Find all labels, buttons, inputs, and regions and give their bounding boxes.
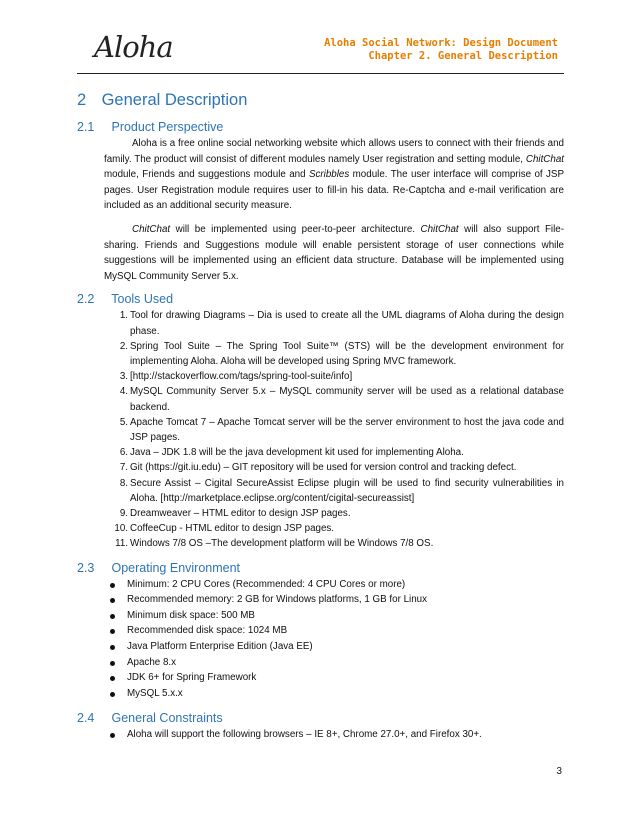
text-run: will also support File-sharing. Friends and Suggestions module will enable persistent storage of user connections while suggestions will be implemented using an efficient data structure. Database will be implemented using MySQL Community Server 5.x. xyxy=(104,223,564,282)
list-item xyxy=(127,608,564,624)
section-heading xyxy=(77,91,564,110)
bullet-icon xyxy=(110,614,115,619)
list-text: Recommended disk space: 1024 MB xyxy=(127,625,288,637)
list-number: 3. xyxy=(119,371,128,383)
list-number: 9. xyxy=(119,507,128,519)
list-number: 10. xyxy=(114,523,128,535)
section-number: 2 xyxy=(77,91,87,109)
subsection-title: General Constraints xyxy=(111,711,223,726)
list-number: 6. xyxy=(119,447,128,459)
list-item xyxy=(119,308,564,338)
list-text: Minimum: 2 CPU Cores (Recommended: 4 CPU Cores or more) xyxy=(127,578,406,590)
subsection-title: Operating Environment xyxy=(111,560,241,575)
bullet-icon xyxy=(110,676,115,681)
list-item xyxy=(119,506,564,521)
tools-list xyxy=(77,308,564,551)
list-text: MySQL Community Server 5.x – MySQL community server will be used as a relational database backend. xyxy=(130,386,564,413)
bullet-icon xyxy=(110,629,115,634)
bullet-icon xyxy=(110,598,115,603)
list-item xyxy=(127,592,564,608)
list-item xyxy=(127,639,564,655)
list-item xyxy=(127,577,564,593)
list-item xyxy=(119,339,564,369)
running-header xyxy=(324,37,558,63)
bullet-icon xyxy=(110,645,115,650)
list-item xyxy=(119,476,564,506)
subsection-heading-tools-used xyxy=(77,292,564,306)
header-rule xyxy=(77,73,564,74)
list-text: Java – JDK 1.8 will be the java development kit used for implementing Aloha. xyxy=(130,447,464,459)
list-item xyxy=(127,655,564,671)
list-text: Spring Tool Suite – The Spring Tool Suite™ (STS) will be the development environment for implementing Aloha. Aloha will be developed using Spring MVC framework. xyxy=(130,340,564,367)
list-item xyxy=(119,415,564,445)
list-item xyxy=(127,623,564,639)
subsection-number: 2.1 xyxy=(77,120,95,134)
chapter-title: Chapter 2. General Description xyxy=(368,50,558,62)
list-text: Minimum disk space: 500 MB xyxy=(127,609,255,621)
list-item xyxy=(119,460,564,475)
list-text: JDK 6+ for Spring Framework xyxy=(127,672,257,684)
subsection-heading-general-constraints xyxy=(77,711,564,725)
list-text: [http://stackoverflow.com/tags/spring-tool-suite/info] xyxy=(130,371,353,383)
subsection-number: 2.4 xyxy=(77,711,95,726)
bullet-icon xyxy=(110,692,115,697)
text-run-italic: ChitChat xyxy=(132,223,171,235)
list-number: 2. xyxy=(119,340,128,352)
list-item xyxy=(119,384,564,414)
environment-list xyxy=(77,577,564,702)
subsection-heading-operating-environment xyxy=(77,561,564,575)
subsection-heading-product-perspective xyxy=(77,120,564,134)
list-number: 11. xyxy=(115,538,128,550)
section-title: General Description xyxy=(101,91,248,109)
list-text: Windows 7/8 OS –The development platform will be Windows 7/8 OS. xyxy=(130,538,434,550)
list-text: Git (https://git.iu.edu) – GIT repository will be used for version control and tracking defect. xyxy=(130,462,517,474)
text-run-italic: Scribbles xyxy=(308,169,350,181)
list-text: Aloha will support the following browsers – IE 8+, Chrome 27.0+, and Firefox 30+. xyxy=(127,729,482,741)
paragraph-overview xyxy=(104,136,564,214)
text-run: will be implemented using peer-to-peer architecture. xyxy=(170,223,421,235)
bullet-icon xyxy=(110,733,115,738)
list-item xyxy=(127,686,564,702)
text-run: Aloha is a free online social networking website which allows users to connect with their friends and family. The product will consist of different modules namely User registration and setting module, xyxy=(104,138,564,165)
list-item xyxy=(114,521,564,536)
list-item xyxy=(127,727,564,743)
text-run: module, Friends and suggestions module and xyxy=(104,169,309,181)
list-text: Apache Tomcat 7 – Apache Tomcat server will be the server environment to host the java code and JSP pages. xyxy=(130,416,564,443)
constraints-list xyxy=(77,727,564,743)
list-number: 5. xyxy=(119,416,128,428)
text-run-italic: ChitChat xyxy=(420,223,459,235)
page-body xyxy=(77,88,564,753)
subsection-number: 2.3 xyxy=(77,560,95,575)
bullet-icon xyxy=(110,583,115,588)
page-number: 3 xyxy=(556,766,562,777)
list-text: Dreamweaver – HTML editor to design JSP pages. xyxy=(130,507,351,519)
paragraph-architecture xyxy=(104,222,564,284)
list-item xyxy=(119,369,564,384)
subsection-title: Tools Used xyxy=(111,292,174,307)
list-item xyxy=(127,670,564,686)
list-number: 1. xyxy=(119,310,128,322)
list-text: Java Platform Enterprise Edition (Java EE) xyxy=(127,640,313,652)
doc-title: Aloha Social Network: Design Document xyxy=(324,37,558,49)
bullet-icon xyxy=(110,661,115,666)
text-run-italic: ChitChat xyxy=(525,153,564,165)
list-item xyxy=(119,445,564,460)
subsection-number: 2.2 xyxy=(77,292,95,307)
list-text: Apache 8.x xyxy=(127,656,177,668)
aloha-logo: Aloha xyxy=(94,30,173,64)
list-text: Recommended memory: 2 GB for Windows platforms, 1 GB for Linux xyxy=(127,594,428,606)
list-text: Secure Assist – Cigital SecureAssist Eclipse plugin will be used to find security vulnerabilities in Aloha. [http://marketplace.eclipse.org/content/cigital-secureassist] xyxy=(130,477,564,504)
list-text: CoffeeCup - HTML editor to design JSP pages. xyxy=(130,523,335,535)
subsection-title: Product Perspective xyxy=(111,120,224,134)
list-number: 7. xyxy=(119,462,128,474)
list-item xyxy=(115,536,564,551)
list-text: Tool for drawing Diagrams – Dia is used to create all the UML diagrams of Aloha during the design phase. xyxy=(130,310,564,337)
list-number: 8. xyxy=(119,477,128,489)
list-text: MySQL 5.x.x xyxy=(127,687,183,699)
text-run: module. The user interface will comprise of JSP pages. User Registration module requires user to fill-in his data. Re-Captcha and e-mail verification are included as an additional security measure. xyxy=(104,169,565,212)
list-number: 4. xyxy=(119,386,128,398)
